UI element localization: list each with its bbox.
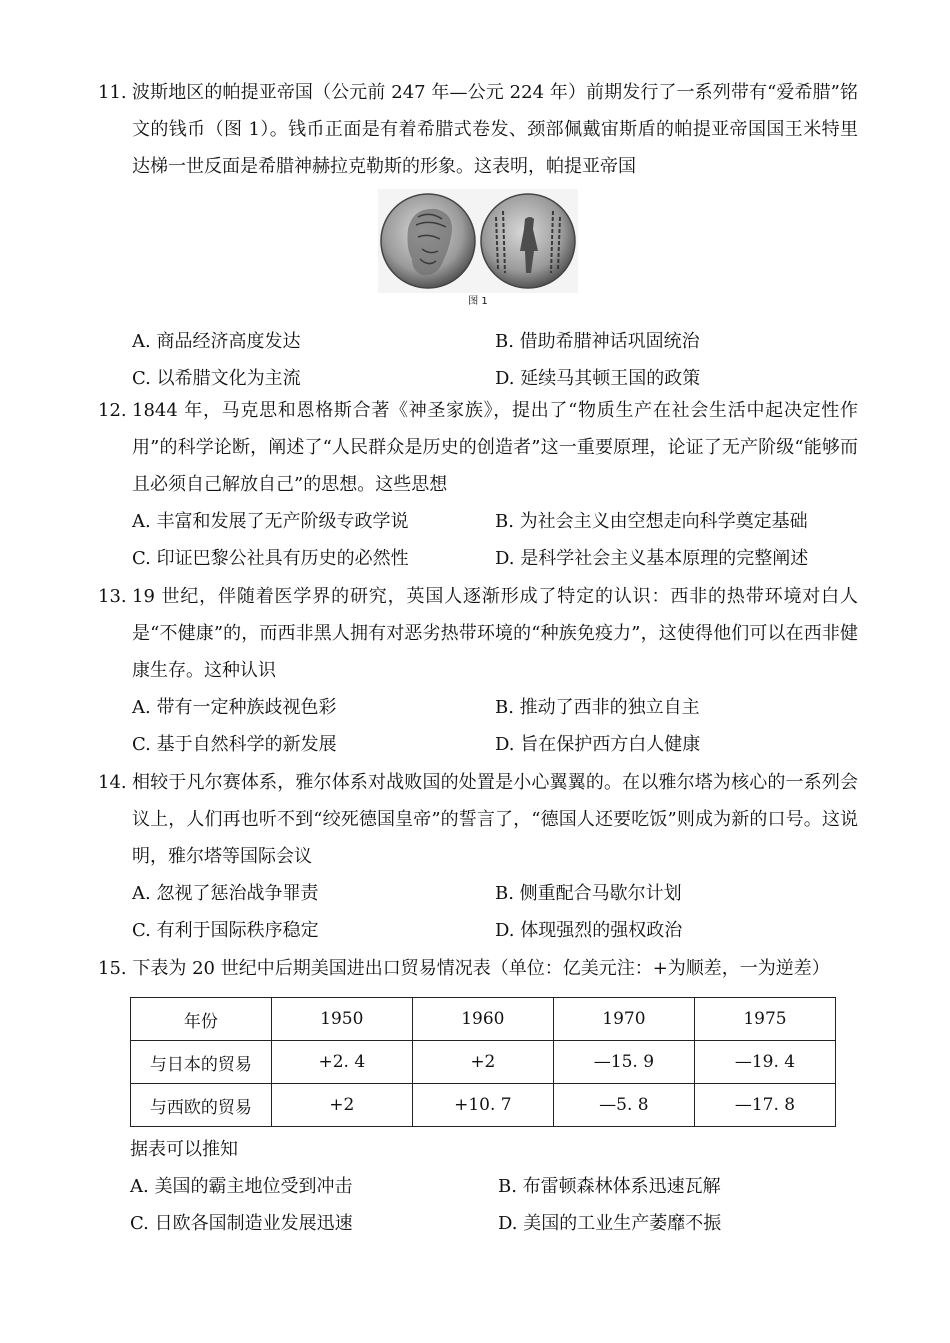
question-text: 波斯地区的帕提亚帝国（公元前 247 年—公元 224 年）前期发行了一系列带有“爱希腊”铭文的钱币（图 1）。钱币正面是有着希腊式卷发、颈部佩戴宙斯盾的帕提亚帝国国王米特里达梯一世反面是希腊神赫拉克勒斯的形象。这表明，帕提亚帝国	[132, 82, 858, 177]
question-stem	[98, 578, 858, 689]
options	[98, 689, 858, 763]
table-cell: 与日本的贸易	[131, 1041, 272, 1084]
table-header-row	[131, 998, 836, 1041]
question-number: 15.	[98, 958, 127, 979]
figure-caption: 图 1	[468, 296, 488, 307]
option-a: A. 带有一定种族歧视色彩	[132, 697, 337, 718]
table-header-cell: 1950	[271, 998, 412, 1041]
table-cell: —17. 8	[694, 1084, 835, 1127]
option-b: B. 借助希腊神话巩固统治	[495, 331, 700, 352]
table-header-cell: 年份	[131, 998, 272, 1041]
table-cell: +2. 4	[271, 1041, 412, 1084]
option-a: A. 美国的霸主地位受到冲击	[130, 1176, 353, 1197]
table-cell: —5. 8	[553, 1084, 694, 1127]
coin-image	[378, 189, 578, 293]
after-table-text: 据表可以推知	[130, 1139, 238, 1160]
table-cell: —15. 9	[553, 1041, 694, 1084]
table-cell: +2	[271, 1084, 412, 1127]
option-b: B. 为社会主义由空想走向科学奠定基础	[495, 511, 808, 532]
option-c: C. 有利于国际秩序稳定	[132, 920, 319, 941]
question-stem	[98, 764, 858, 875]
options	[130, 1168, 870, 1242]
option-d: D. 延续马其顿王国的政策	[495, 368, 701, 389]
option-c: C. 以希腊文化为主流	[132, 368, 301, 389]
question-stem	[98, 74, 858, 185]
question-text: 相较于凡尔赛体系，雅尔体系对战败国的处置是小心翼翼的。在以雅尔塔为核心的一系列会议上，人们再也听不到“绞死德国皇帝”的誓言了，“德国人还要吃饭”则成为新的口号。这说明，雅尔塔等国际会议	[132, 772, 858, 867]
question-number: 11.	[98, 82, 127, 103]
question-text: 1844 年，马克思和恩格斯合著《神圣家族》，提出了“物质生产在社会生活中起决定性作用”的科学论断，阐述了“人民群众是历史的创造者”这一重要原理，论证了无产阶级“能够而且必须自己解放自己”的思想。这些思想	[132, 400, 858, 495]
option-a: A. 商品经济高度发达	[132, 331, 301, 352]
options	[98, 503, 858, 577]
table-row	[131, 1041, 836, 1084]
question-text: 19 世纪，伴随着医学界的研究，英国人逐渐形成了特定的认识：西非的热带环境对白人是“不健康”的，而西非黑人拥有对恶劣热带环境的“种族免疫力”，这使得他们可以在西非健康生存。这种认识	[132, 586, 858, 681]
option-d: D. 是科学社会主义基本原理的完整阐述	[495, 548, 809, 569]
option-a: A. 忽视了惩治战争罪责	[132, 883, 319, 904]
question-number: 14.	[98, 772, 127, 793]
question-12	[98, 392, 858, 577]
table-header-cell: 1960	[412, 998, 553, 1041]
question-11	[98, 74, 858, 397]
question-15	[98, 950, 878, 987]
option-c: C. 基于自然科学的新发展	[132, 734, 337, 755]
question-14	[98, 764, 858, 949]
option-b: B. 推动了西非的独立自主	[495, 697, 700, 718]
question-stem	[98, 392, 858, 503]
option-b: B. 布雷顿森林体系迅速瓦解	[498, 1176, 721, 1197]
options	[98, 875, 858, 949]
table-row	[131, 1084, 836, 1127]
table-cell: +2	[412, 1041, 553, 1084]
table-cell: +10. 7	[412, 1084, 553, 1127]
table-cell: 与西欧的贸易	[131, 1084, 272, 1127]
options	[98, 323, 858, 397]
option-c: C. 印证巴黎公社具有历史的必然性	[132, 548, 409, 569]
option-a: A. 丰富和发展了无产阶级专政学说	[132, 511, 409, 532]
table-header-cell: 1975	[694, 998, 835, 1041]
figure-1	[98, 185, 858, 323]
question-text: 下表为 20 世纪中后期美国进出口贸易情况表（单位：亿美元注：+为顺差，一为逆差）	[132, 958, 830, 979]
trade-table	[130, 997, 836, 1127]
option-d: D. 旨在保护西方白人健康	[495, 734, 701, 755]
question-13	[98, 578, 858, 763]
option-d: D. 美国的工业生产萎靡不振	[498, 1213, 722, 1234]
question-stem	[98, 950, 878, 987]
option-d: D. 体现强烈的强权政治	[495, 920, 683, 941]
table-cell: —19. 4	[694, 1041, 835, 1084]
option-b: B. 侧重配合马歇尔计划	[495, 883, 682, 904]
option-c: C. 日欧各国制造业发展迅速	[130, 1213, 353, 1234]
table-header-cell: 1970	[553, 998, 694, 1041]
question-number: 12.	[98, 400, 127, 421]
question-number: 13.	[98, 586, 127, 607]
